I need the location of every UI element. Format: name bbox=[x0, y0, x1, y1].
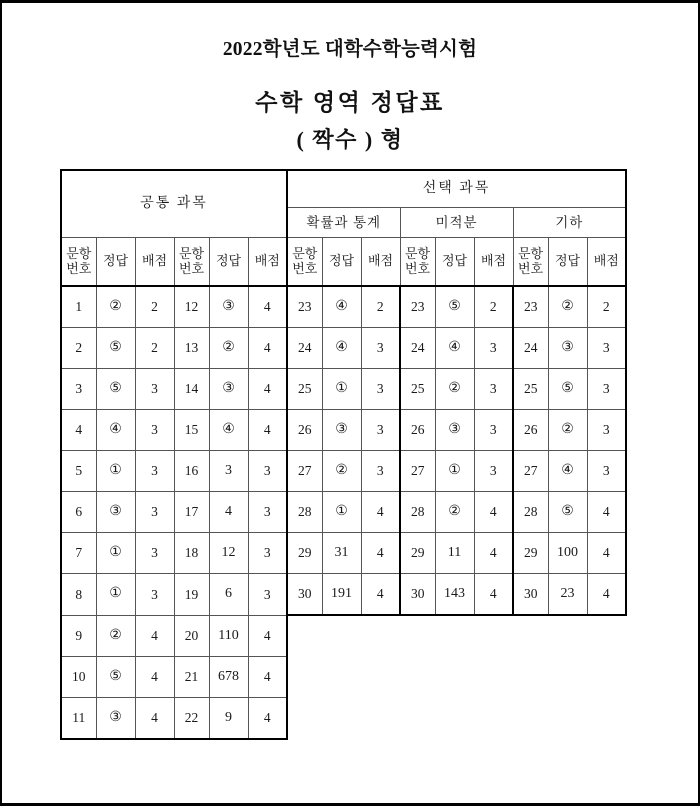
cell-points: 2 bbox=[474, 286, 513, 328]
cell-points: 4 bbox=[587, 533, 626, 574]
cell-answer: ④ bbox=[322, 286, 361, 328]
cell-question-no: 24 bbox=[287, 328, 322, 369]
cell-question-no: 13 bbox=[174, 328, 209, 369]
cell-points: 3 bbox=[248, 533, 287, 574]
table-row bbox=[61, 492, 626, 533]
cell-question-no: 16 bbox=[174, 451, 209, 492]
cell-answer: 9 bbox=[209, 697, 248, 739]
cell-answer: 110 bbox=[209, 615, 248, 656]
header-answer-ps: 정답 bbox=[322, 238, 361, 287]
cell-points: 3 bbox=[587, 369, 626, 410]
cell-points: 3 bbox=[135, 492, 174, 533]
cell-points: 3 bbox=[474, 328, 513, 369]
cell-points: 4 bbox=[474, 492, 513, 533]
cell-question-no: 23 bbox=[287, 286, 322, 328]
cell-answer: ② bbox=[209, 328, 248, 369]
cell-answer: ② bbox=[548, 286, 587, 328]
header-answer-ca: 정답 bbox=[435, 238, 474, 287]
spacer-cell bbox=[287, 656, 626, 697]
cell-points: 3 bbox=[474, 369, 513, 410]
cell-answer: ④ bbox=[548, 451, 587, 492]
cell-answer: ③ bbox=[96, 697, 135, 739]
cell-question-no: 4 bbox=[61, 410, 96, 451]
cell-answer: ① bbox=[435, 451, 474, 492]
cell-answer: ③ bbox=[209, 286, 248, 328]
cell-points: 4 bbox=[361, 492, 400, 533]
form-type-title: ( 짝수 ) 형 bbox=[296, 127, 404, 152]
cell-answer: 23 bbox=[548, 574, 587, 616]
cell-question-no: 3 bbox=[61, 369, 96, 410]
cell-question-no: 24 bbox=[400, 328, 435, 369]
header-elective-subject: 선택 과목 bbox=[287, 170, 626, 208]
cell-question-no: 23 bbox=[400, 286, 435, 328]
cell-points: 4 bbox=[587, 492, 626, 533]
cell-question-no: 11 bbox=[61, 697, 96, 739]
cell-question-no: 17 bbox=[174, 492, 209, 533]
cell-points: 3 bbox=[361, 328, 400, 369]
cell-points: 3 bbox=[361, 410, 400, 451]
cell-points: 4 bbox=[135, 656, 174, 697]
cell-points: 3 bbox=[361, 369, 400, 410]
cell-question-no: 12 bbox=[174, 286, 209, 328]
cell-question-no: 21 bbox=[174, 656, 209, 697]
cell-question-no: 14 bbox=[174, 369, 209, 410]
cell-question-no: 25 bbox=[400, 369, 435, 410]
cell-points: 2 bbox=[361, 286, 400, 328]
cell-answer: 11 bbox=[435, 533, 474, 574]
header-question-no-ge: 문항 번호 bbox=[513, 238, 548, 287]
table-header-columns-row bbox=[61, 238, 626, 287]
cell-points: 3 bbox=[135, 533, 174, 574]
cell-points: 3 bbox=[248, 574, 287, 616]
cell-question-no: 9 bbox=[61, 615, 96, 656]
table-row bbox=[61, 615, 626, 656]
cell-answer: 3 bbox=[209, 451, 248, 492]
cell-answer: ⑤ bbox=[96, 656, 135, 697]
cell-answer: 191 bbox=[322, 574, 361, 616]
cell-points: 4 bbox=[248, 615, 287, 656]
cell-points: 4 bbox=[248, 656, 287, 697]
cell-answer: ② bbox=[322, 451, 361, 492]
cell-answer: 6 bbox=[209, 574, 248, 616]
cell-points: 3 bbox=[248, 492, 287, 533]
cell-answer: ② bbox=[96, 615, 135, 656]
table-row bbox=[61, 328, 626, 369]
cell-answer: 4 bbox=[209, 492, 248, 533]
table-row bbox=[61, 369, 626, 410]
cell-question-no: 30 bbox=[287, 574, 322, 616]
cell-answer: ⑤ bbox=[548, 492, 587, 533]
cell-answer: ⑤ bbox=[548, 369, 587, 410]
header-points-ca: 배점 bbox=[474, 238, 513, 287]
cell-points: 2 bbox=[135, 328, 174, 369]
cell-answer: ② bbox=[435, 369, 474, 410]
cell-points: 4 bbox=[248, 697, 287, 739]
cell-answer: ⑤ bbox=[96, 328, 135, 369]
cell-points: 4 bbox=[361, 574, 400, 616]
cell-points: 3 bbox=[135, 574, 174, 616]
cell-points: 4 bbox=[248, 286, 287, 328]
cell-answer: ② bbox=[435, 492, 474, 533]
cell-answer: 12 bbox=[209, 533, 248, 574]
cell-points: 4 bbox=[474, 574, 513, 616]
cell-question-no: 8 bbox=[61, 574, 96, 616]
header-points-ps: 배점 bbox=[361, 238, 400, 287]
cell-question-no: 25 bbox=[287, 369, 322, 410]
cell-question-no: 25 bbox=[513, 369, 548, 410]
cell-answer: ④ bbox=[435, 328, 474, 369]
cell-answer: ① bbox=[322, 369, 361, 410]
cell-question-no: 19 bbox=[174, 574, 209, 616]
cell-points: 3 bbox=[248, 451, 287, 492]
header-answer-common-b: 정답 bbox=[209, 238, 248, 287]
header-common-subject: 공통 과목 bbox=[61, 170, 287, 238]
exam-year-title: 2022학년도 대학수학능력시험 bbox=[222, 39, 478, 60]
cell-question-no: 26 bbox=[287, 410, 322, 451]
cell-answer: ④ bbox=[322, 328, 361, 369]
header-subject-geometry: 기하 bbox=[513, 208, 626, 238]
header-question-no-ps: 문항 번호 bbox=[287, 238, 322, 287]
cell-question-no: 26 bbox=[400, 410, 435, 451]
cell-points: 4 bbox=[248, 410, 287, 451]
cell-question-no: 2 bbox=[61, 328, 96, 369]
cell-points: 2 bbox=[135, 286, 174, 328]
cell-points: 3 bbox=[135, 451, 174, 492]
cell-question-no: 27 bbox=[513, 451, 548, 492]
cell-answer: 31 bbox=[322, 533, 361, 574]
cell-points: 4 bbox=[474, 533, 513, 574]
cell-question-no: 20 bbox=[174, 615, 209, 656]
header-answer-ge: 정답 bbox=[548, 238, 587, 287]
cell-points: 4 bbox=[135, 697, 174, 739]
table-row bbox=[61, 533, 626, 574]
cell-points: 2 bbox=[587, 286, 626, 328]
cell-question-no: 5 bbox=[61, 451, 96, 492]
cell-question-no: 26 bbox=[513, 410, 548, 451]
cell-question-no: 28 bbox=[287, 492, 322, 533]
answer-key-table-wrap bbox=[60, 169, 628, 740]
header-subject-probability-statistics: 확률과 통계 bbox=[287, 208, 400, 238]
answer-key-table bbox=[60, 169, 627, 740]
cell-question-no: 1 bbox=[61, 286, 96, 328]
cell-answer: ① bbox=[96, 451, 135, 492]
header-subject-calculus: 미적분 bbox=[400, 208, 513, 238]
cell-answer: ⑤ bbox=[435, 286, 474, 328]
header-question-no-common-b: 문항 번호 bbox=[174, 238, 209, 287]
cell-question-no: 28 bbox=[513, 492, 548, 533]
cell-points: 3 bbox=[135, 369, 174, 410]
header-question-no-common-a: 문항 번호 bbox=[61, 238, 96, 287]
cell-question-no: 29 bbox=[513, 533, 548, 574]
header-points-common-a: 배점 bbox=[135, 238, 174, 287]
cell-question-no: 10 bbox=[61, 656, 96, 697]
cell-points: 3 bbox=[587, 410, 626, 451]
cell-answer: ① bbox=[322, 492, 361, 533]
cell-answer: ② bbox=[96, 286, 135, 328]
cell-question-no: 27 bbox=[287, 451, 322, 492]
table-row bbox=[61, 286, 626, 328]
table-row bbox=[61, 451, 626, 492]
cell-answer: ① bbox=[96, 533, 135, 574]
cell-answer: 678 bbox=[209, 656, 248, 697]
cell-question-no: 7 bbox=[61, 533, 96, 574]
cell-answer: ③ bbox=[209, 369, 248, 410]
subject-answer-key-title: 수학 영역 정답표 bbox=[255, 90, 445, 115]
cell-question-no: 28 bbox=[400, 492, 435, 533]
answer-key-page bbox=[2, 3, 698, 803]
cell-points: 3 bbox=[474, 410, 513, 451]
title-block bbox=[2, 3, 698, 154]
cell-question-no: 22 bbox=[174, 697, 209, 739]
cell-points: 4 bbox=[248, 369, 287, 410]
cell-points: 3 bbox=[587, 328, 626, 369]
cell-question-no: 15 bbox=[174, 410, 209, 451]
cell-points: 4 bbox=[135, 615, 174, 656]
cell-answer: 143 bbox=[435, 574, 474, 616]
cell-points: 3 bbox=[361, 451, 400, 492]
cell-points: 4 bbox=[587, 574, 626, 616]
table-header-group-row bbox=[61, 170, 626, 208]
table-row bbox=[61, 574, 626, 616]
spacer-cell bbox=[287, 697, 626, 739]
header-question-no-ca: 문항 번호 bbox=[400, 238, 435, 287]
table-row bbox=[61, 697, 626, 739]
cell-answer: ④ bbox=[96, 410, 135, 451]
cell-question-no: 29 bbox=[400, 533, 435, 574]
cell-points: 4 bbox=[361, 533, 400, 574]
cell-question-no: 29 bbox=[287, 533, 322, 574]
cell-question-no: 27 bbox=[400, 451, 435, 492]
cell-points: 3 bbox=[135, 410, 174, 451]
cell-points: 3 bbox=[474, 451, 513, 492]
cell-answer: ① bbox=[96, 574, 135, 616]
cell-answer: 100 bbox=[548, 533, 587, 574]
cell-points: 3 bbox=[587, 451, 626, 492]
spacer-cell bbox=[287, 615, 626, 656]
cell-question-no: 24 bbox=[513, 328, 548, 369]
cell-question-no: 18 bbox=[174, 533, 209, 574]
cell-question-no: 23 bbox=[513, 286, 548, 328]
cell-question-no: 30 bbox=[400, 574, 435, 616]
cell-question-no: 6 bbox=[61, 492, 96, 533]
cell-question-no: 30 bbox=[513, 574, 548, 616]
cell-answer: ③ bbox=[322, 410, 361, 451]
cell-answer: ② bbox=[548, 410, 587, 451]
cell-answer: ⑤ bbox=[96, 369, 135, 410]
cell-answer: ③ bbox=[435, 410, 474, 451]
header-points-ge: 배점 bbox=[587, 238, 626, 287]
header-answer-common-a: 정답 bbox=[96, 238, 135, 287]
cell-answer: ③ bbox=[548, 328, 587, 369]
table-row bbox=[61, 410, 626, 451]
cell-points: 4 bbox=[248, 328, 287, 369]
cell-answer: ④ bbox=[209, 410, 248, 451]
header-points-common-b: 배점 bbox=[248, 238, 287, 287]
cell-answer: ③ bbox=[96, 492, 135, 533]
table-row bbox=[61, 656, 626, 697]
